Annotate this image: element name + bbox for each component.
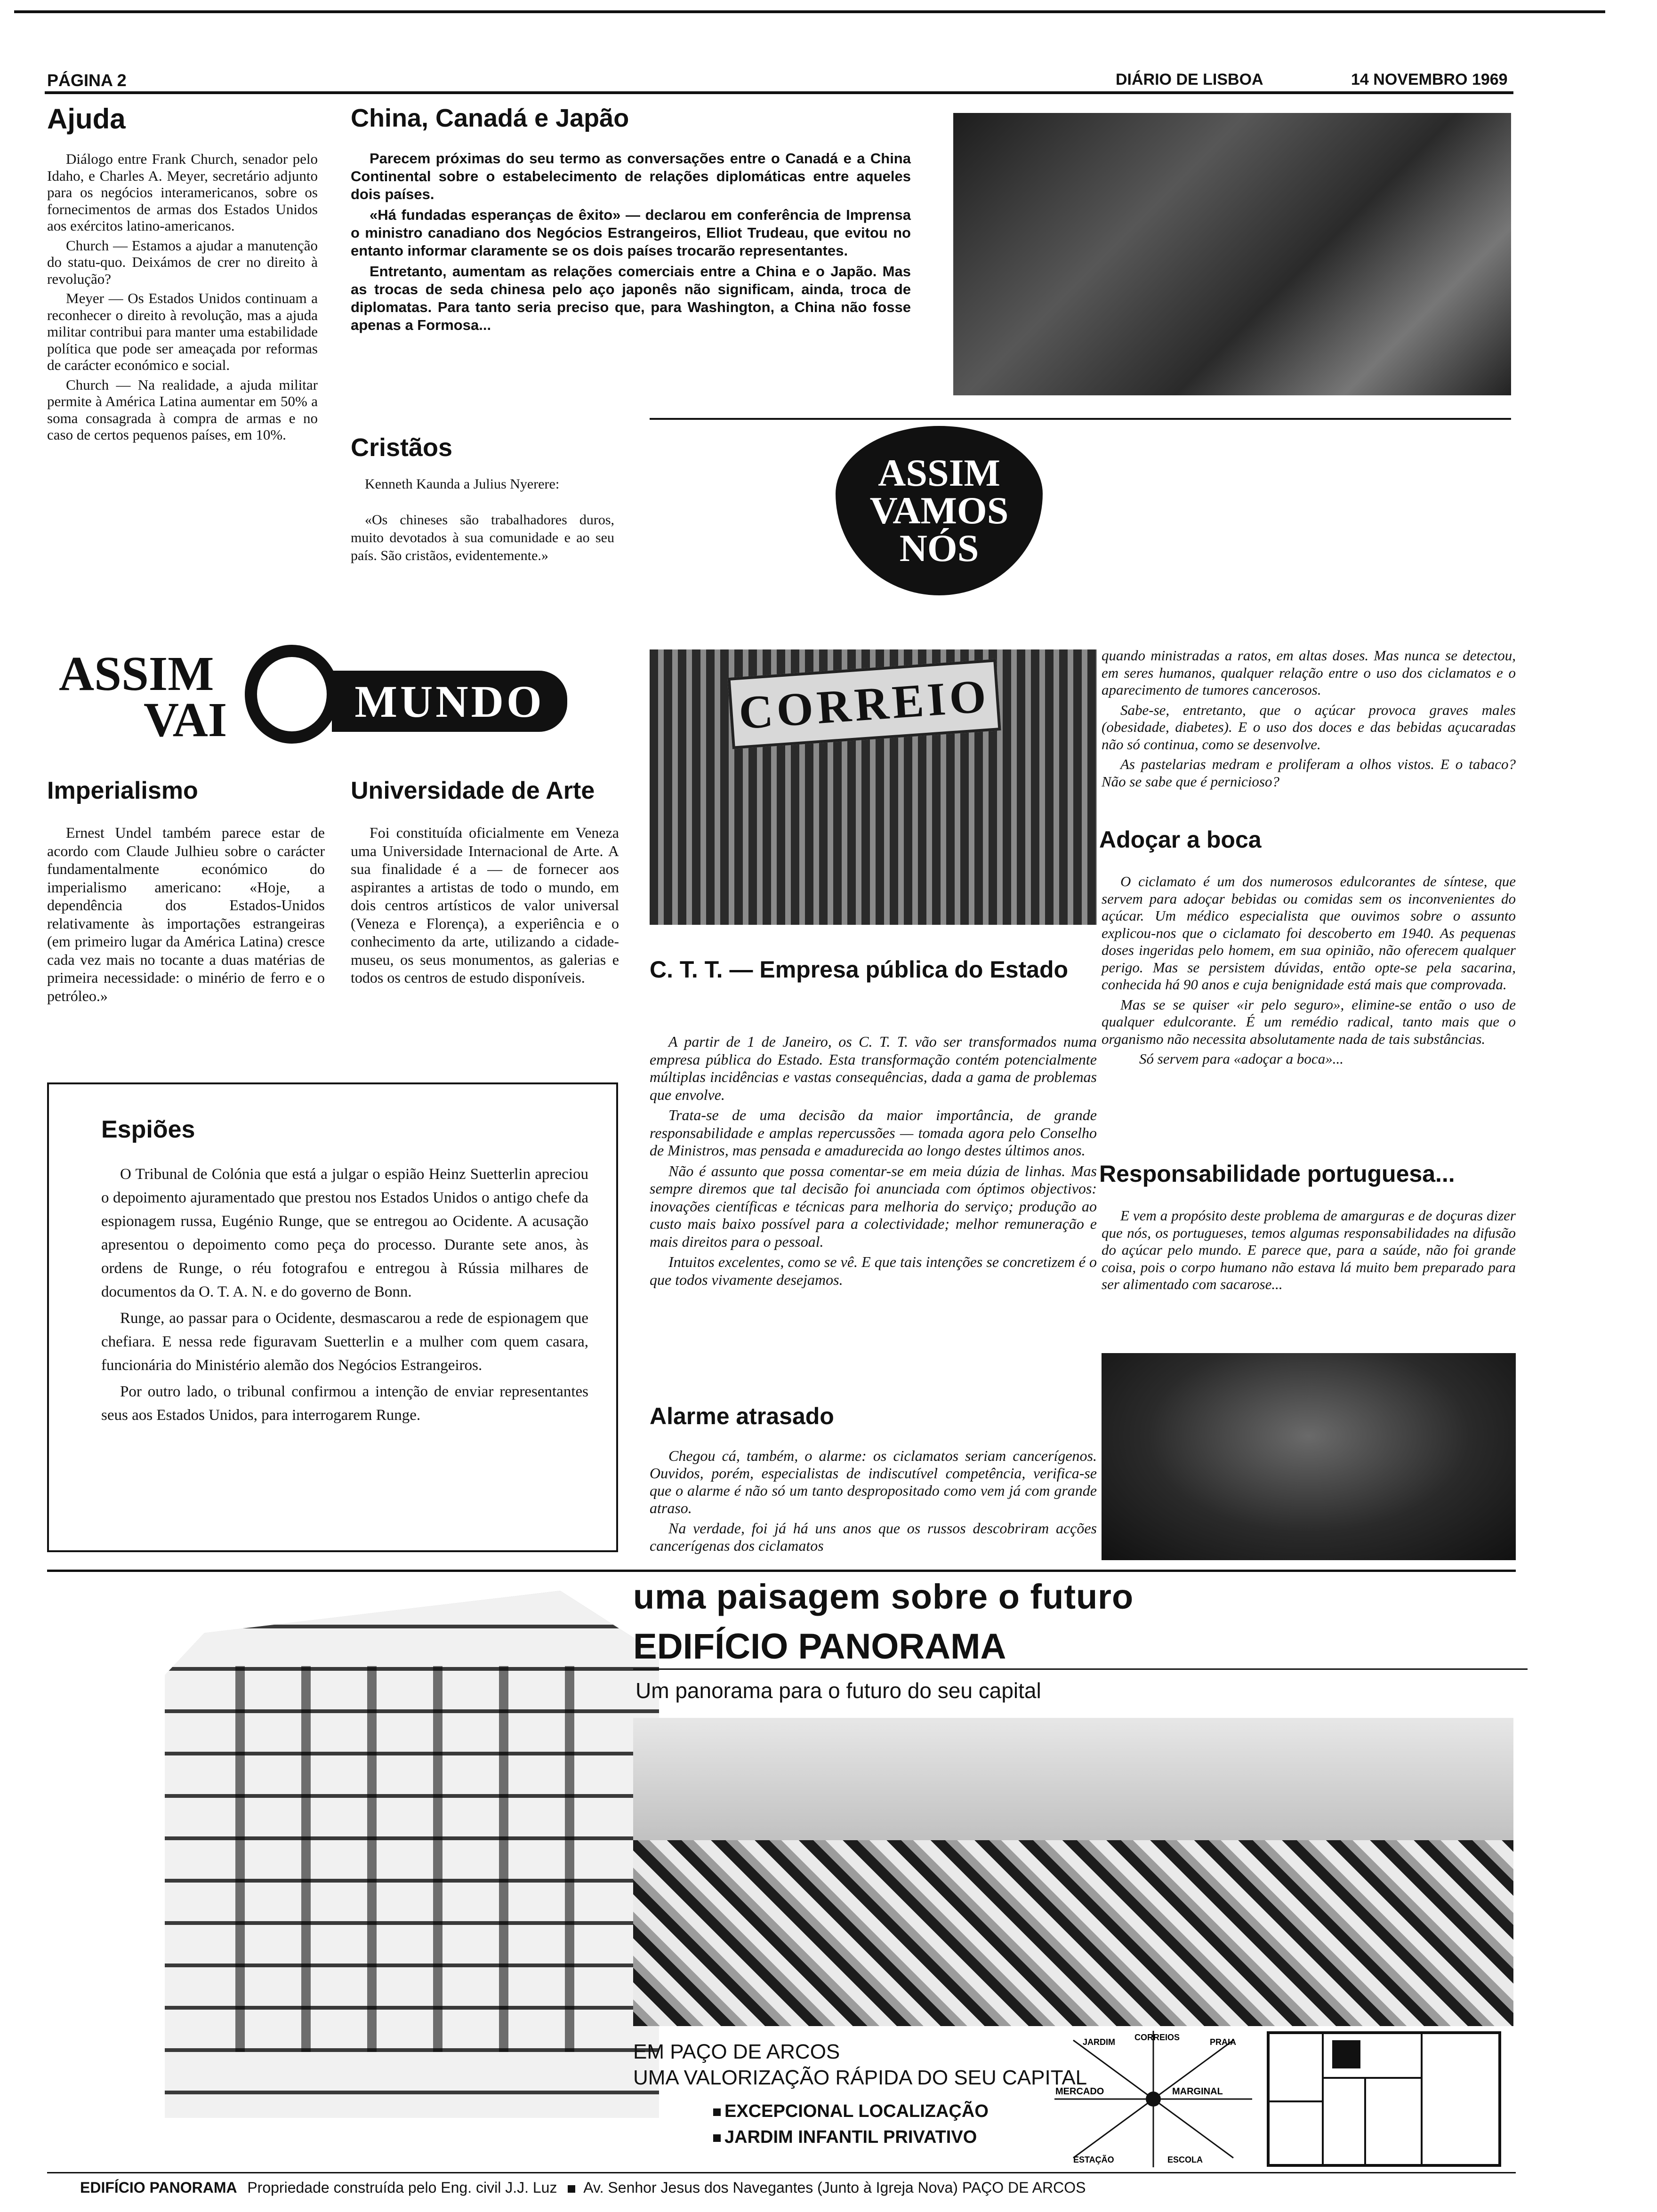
cristaos-intro: Kenneth Kaunda a Julius Nyerere: bbox=[365, 476, 560, 492]
universidade-title: Universidade de Arte bbox=[351, 777, 595, 804]
page-number: PÁGINA 2 bbox=[47, 71, 127, 90]
town-roofs bbox=[633, 1840, 1513, 2026]
ad-building-name: EDIFÍCIO PANORAMA bbox=[633, 1627, 1006, 1667]
imperialismo-article bbox=[47, 824, 325, 1008]
ad-bullet-1-text: EXCEPCIONAL LOCALIZAÇÃO bbox=[724, 2101, 989, 2121]
adocar-p1: O ciclamato é um dos numerosos edulcorantes de síntese, que servem para adoçar bebidas ou comidas sem os inconvenientes do açúcar. Um médico especialista que ouvimos sobre o assunto explicou-nos que o ciclamato foi descoberto em 1940. As pequenas doses ingeridas pelo homem, em sua opinião, não oferecem qualquer perigo. Mas se persistem dúvidas, então opte-se pela sacarina, conhecida há 90 anos e cuja benignidade está mais que comprovada. bbox=[1102, 873, 1516, 993]
locator-map bbox=[1054, 2031, 1252, 2167]
ctt-p1: A partir de 1 de Janeiro, os C. T. T. vão ser transformados numa empresa pública do Estado. Esta transformação contém potencialmente múltiplas incidências e vastas consequências, dada a gama de problemas que envolve. bbox=[650, 1033, 1097, 1103]
banner-mundo bbox=[332, 671, 567, 732]
map-label-marginal: MARGINAL bbox=[1172, 2086, 1223, 2097]
responsabilidade-article bbox=[1102, 1207, 1516, 1296]
china-article bbox=[351, 150, 911, 337]
assim-vai-o-mundo-banner bbox=[59, 645, 567, 753]
map-label-estacao: ESTAÇÃO bbox=[1073, 2155, 1114, 2164]
issue-date: 14 NOVEMBRO 1969 bbox=[1351, 71, 1508, 88]
ad-footer-text: Propriedade construída pelo Eng. civil J.J. Luz bbox=[247, 2179, 557, 2196]
ctt-p2: Trata-se de uma decisão da maior importância, de grande responsabilidade e amplas repercussões — tomada agora pelo Conselho de Ministros, mas pensada e amadurecida ao longo destes últimos anos. bbox=[650, 1106, 1097, 1159]
floor-plan bbox=[1266, 2031, 1502, 2167]
alarme-p2: Na verdade, foi já há uns anos que os russos descobriram acções cancerígenas dos ciclamatos bbox=[650, 1520, 1097, 1554]
adocar-title: Adoçar a boca bbox=[1099, 826, 1262, 853]
ctt-article bbox=[650, 1033, 1097, 1291]
locator-map-svg bbox=[1054, 2031, 1252, 2167]
map-label-mercado: MERCADO bbox=[1055, 2086, 1104, 2097]
masthead-rule bbox=[45, 91, 1513, 94]
bullet-square-icon bbox=[713, 2108, 721, 2116]
ad-bullet-2 bbox=[713, 2127, 977, 2148]
espioes-p1: O Tribunal de Colónia que está a julgar o espião Heinz Suetterlin apreciou o depoimento ajuramentado que prestou nos Estados Unidos o antigo chefe da espionagem russa, Eugénio Runge, que se entregou ao Ocidente. A acusação apresentou o depoimento como peça do processo. Durante sete anos, às ordens de Runge, o réu fotografou e entregou à Rússia milhares de documentos da O. T. A. N. e do governo de Bonn. bbox=[101, 1166, 588, 1300]
street-photo bbox=[953, 113, 1511, 395]
correio-sign-text: CORREIO bbox=[737, 669, 992, 739]
correio-sign bbox=[727, 659, 1001, 749]
espioes-p3: Por outro lado, o tribunal confirmou a intenção de enviar representantes seus aos Estados Unidos, para interrogarem Runge. bbox=[101, 1383, 588, 1424]
ctt-title: C. T. T. — Empresa pública do Estado bbox=[650, 956, 1069, 983]
cristaos-rule bbox=[650, 418, 1511, 420]
col4-continuation bbox=[1102, 647, 1516, 793]
paper-name: DIÁRIO DE LISBOA bbox=[1116, 71, 1263, 88]
alarme-p1: Chegou cá, também, o alarme: os ciclamatos seriam cancerígenos. Ouvidos, porém, especialistas de indiscutível competência, verifica-se que o alarme é não só um tanto despropositado como vem já com grande atraso. bbox=[650, 1447, 1097, 1516]
china-title: China, Canadá e Japão bbox=[351, 104, 629, 132]
china-p3: Entretanto, aumentam as relações comerciais entre a China e o Japão. Mas as trocas de seda chinesa pelo aço japonês não significam, ainda, troca de diplomatas. Para tanto seria preciso que, para Washington, a China não fosse apenas a Formosa... bbox=[351, 263, 911, 333]
footer-square-icon bbox=[568, 2185, 575, 2193]
ad-valorizacao: UMA VALORIZAÇÃO RÁPIDA DO SEU CAPITAL bbox=[633, 2066, 1087, 2089]
adocar-p3: Só servem para «adoçar a boca»... bbox=[1139, 1050, 1343, 1067]
espioes-article bbox=[101, 1162, 588, 1430]
dessert-photo bbox=[1102, 1353, 1516, 1560]
col4-p1: quando ministradas a ratos, em altas doses. Mas nunca se detectou, em seres humanos, qualquer relação entre o uso dos ciclamatos e o aparecimento de tumores cancerosos. bbox=[1102, 647, 1516, 698]
banner-mundo-text: MUNDO bbox=[354, 676, 545, 727]
ad-bullet-1 bbox=[713, 2101, 989, 2122]
bullet-square-icon bbox=[713, 2134, 721, 2142]
building-windows bbox=[202, 1666, 598, 2052]
ad-location: EM PAÇO DE ARCOS bbox=[633, 2040, 840, 2063]
imperialismo-title: Imperialismo bbox=[47, 777, 198, 804]
ad-tagline: Um panorama para o futuro do seu capital bbox=[635, 1678, 1041, 1703]
responsabilidade-p1: E vem a propósito deste problema de amarguras e de doçuras dizer que nós, os portugueses, temos algumas responsabilidades na difusão do açúcar pelo mundo. E parece que, para a saúde, não foi grande coisa, pois o corpo humano não estava lá muito bem preparado para ser alimentado com sacarose... bbox=[1102, 1207, 1516, 1292]
floor-plan-svg bbox=[1266, 2031, 1502, 2167]
universidade-p1: Foi constituída oficialmente em Veneza uma Universidade Internacional de Arte. A sua finalidade é a — de fornecer aos aspirantes a artistas de todo o mundo, em dois centros artísticos de valor universal (Veneza e Florença), a experiência e o conhecimento da arte, utilizando a cidade-museu, os seus monumentos, as galerias e todos os centros de estudo disponíveis. bbox=[351, 824, 619, 986]
ajuda-p4: Church — Na realidade, a ajuda militar permite à América Latina aumentar em 50% a soma consagrada à compra de armas e no caso de certos pequenos países, em 10%. bbox=[47, 376, 318, 443]
col4-p3: As pastelarias medram e proliferam a olhos vistos. E o tabaco? Não se sabe que é pernicioso? bbox=[1102, 756, 1516, 790]
alarme-title: Alarme atrasado bbox=[650, 1403, 834, 1429]
espioes-p2: Runge, ao passar para o Ocidente, desmascarou a rede de espionagem que chefiara. E nessa rede figuravam Suetterlin e a mulher com quem casara, funcionária do Ministério alemão dos Negócios Estrangeiros. bbox=[101, 1310, 588, 1374]
ajuda-p3: Meyer — Os Estados Unidos continuam a reconhecer o direito à revolução, mas a ajuda militar contribui para manter uma estabilidade política que pode ser ameaçada por reformas de carácter económico e social. bbox=[47, 290, 318, 373]
banner-o-circle bbox=[245, 645, 339, 744]
banner-assim: ASSIM bbox=[59, 647, 214, 701]
ad-footer bbox=[80, 2179, 1086, 2196]
cristaos-title: Cristãos bbox=[351, 433, 453, 462]
imperialismo-p1: Ernest Undel também parece estar de acordo com Claude Julhieu sobre o carácter fundamentalmente económico do imperialismo americano: «Hoje, a dependência dos Estados-Unidos relativamente às importações estrangeiras (em primeiro lugar da América Latina) cresce cada vez mais no tocante a duas matérias de primeira necessidade: o minério de ferro e o petróleo.» bbox=[47, 824, 325, 1004]
map-label-escola: ESCOLA bbox=[1167, 2155, 1203, 2164]
ajuda-p1: Diálogo entre Frank Church, senador pelo Idaho, e Charles A. Meyer, secretário adjunto para os negócios interamericanos, sobre os fornecimentos de armas dos Estados Unidos aos exércitos latino-americanos. bbox=[47, 151, 318, 234]
china-p1: Parecem próximas do seu termo as conversações entre o Canadá e a China Continental sobre o estabelecimento de relações diplomáticas entre aqueles dois países. bbox=[351, 150, 911, 202]
panorama-ad bbox=[47, 1572, 1516, 2179]
ad-footer-rule bbox=[47, 2172, 1516, 2173]
top-rule bbox=[14, 10, 1605, 13]
col4-p2: Sabe-se, entretanto, que o açúcar provoca graves males (obesidade, diabetes). E o uso dos doces e das bebidas açucaradas não só continua, como se desenvolve. bbox=[1102, 701, 1516, 753]
ad-bullet-2-text: JARDIM INFANTIL PRIVATIVO bbox=[724, 2127, 977, 2147]
ajuda-article bbox=[47, 151, 318, 446]
adocar-article bbox=[1102, 873, 1516, 1071]
china-p2: «Há fundadas esperanças de êxito» — declarou em conferência de Imprensa o ministro canadiano dos Negócios Estrangeiros, Elliot Trudeau, que evitou no entanto informar claramente se os dois países trocarão representantes. bbox=[351, 207, 911, 259]
badge-line-3: NÓS bbox=[899, 527, 979, 569]
cristaos-quote: «Os chineses são trabalhadores duros, muito devotados à sua comunidade e ao seu país. São cristãos, evidentemente.» bbox=[351, 512, 614, 563]
banner-vai: VAI bbox=[144, 693, 227, 747]
espioes-title: Espiões bbox=[101, 1116, 195, 1143]
map-label-praia: PRAIA bbox=[1210, 2037, 1237, 2047]
universidade-article bbox=[351, 824, 619, 990]
adocar-p2: Mas se se quiser «ir pelo seguro», elimine-se então o uso de qualquer edulcorante. É um remédio radical, tanto mais que o organismo não necessita absolutamente nada de tais substâncias. bbox=[1102, 996, 1516, 1047]
alarme-article bbox=[650, 1447, 1097, 1557]
responsabilidade-title: Responsabilidade portuguesa... bbox=[1099, 1161, 1455, 1187]
ctt-p3: Não é assunto que possa comentar-se em meia dúzia de linhas. Mas sempre diremos que tal decisão foi anunciada com óptimos objectivos: inovações científicas e técnicas para melhoria do serviço; produção ao custo mais baixo possível para a colectividade; melhor remuneração e mais direitos para o pessoal. bbox=[650, 1162, 1097, 1250]
correio-photo bbox=[650, 649, 1097, 925]
map-label-correios: CORREIOS bbox=[1134, 2033, 1180, 2042]
ad-headline: uma paisagem sobre o futuro bbox=[633, 1577, 1134, 1616]
badge-line-1: ASSIM bbox=[878, 451, 1000, 494]
ad-name-rule bbox=[633, 1668, 1528, 1670]
map-label-jardim: JARDIM bbox=[1083, 2037, 1116, 2047]
ad-footer-address: Av. Senhor Jesus dos Navegantes (Junto à Igreja Nova) PAÇO DE ARCOS bbox=[583, 2179, 1086, 2196]
ajuda-title: Ajuda bbox=[47, 103, 126, 135]
assim-vamos-nos-badge bbox=[836, 426, 1043, 595]
ad-footer-name: EDIFÍCIO PANORAMA bbox=[80, 2179, 237, 2196]
ajuda-p2: Church — Estamos a ajudar a manutenção do statu-quo. Deixámos de crer no direito à revolução? bbox=[47, 237, 318, 287]
badge-line-2: VAMOS bbox=[869, 489, 1009, 532]
town-photo bbox=[633, 1718, 1513, 2026]
ctt-p4: Intuitos excelentes, como se vê. E que tais intenções se concretizem é o que todos vivamente desejamos. bbox=[650, 1253, 1097, 1288]
